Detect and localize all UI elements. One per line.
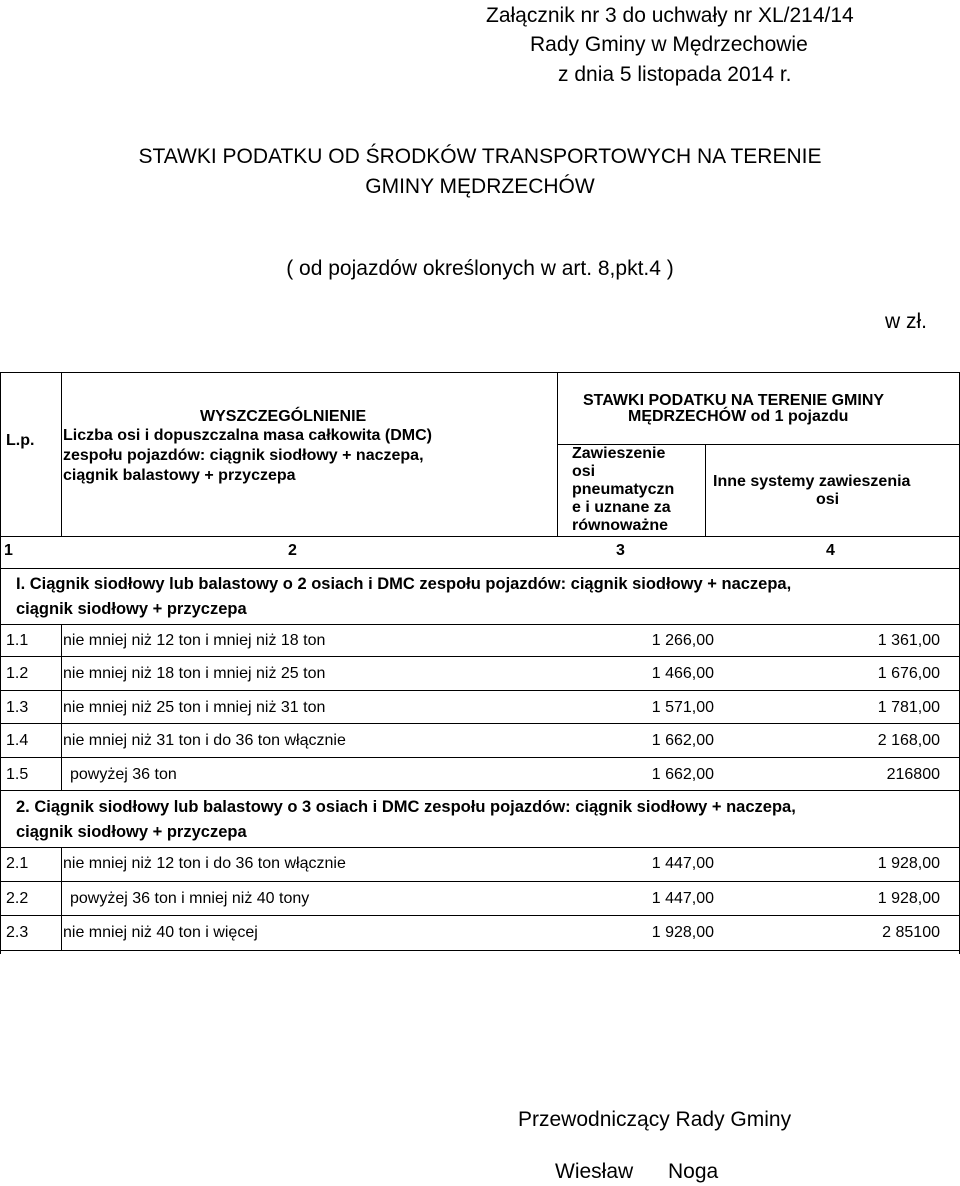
stawki-header-1: STAWKI PODATKU NA TERENIE GMINY xyxy=(583,392,885,409)
unit-label: w zł. xyxy=(885,310,927,333)
stawki-header-2: MĘDRZECHÓW od 1 pojazdu xyxy=(628,408,849,425)
col3-header-5: równoważne xyxy=(572,517,669,534)
desc-line-2: zespołu pojazdów: ciągnik siodłowy + naczepa, xyxy=(63,447,424,464)
colnum-3: 3 xyxy=(616,542,625,559)
col3-header-3: pneumatyczn xyxy=(572,481,675,498)
signature-last-name: Noga xyxy=(668,1160,719,1183)
title-line-2: GMINY MĘDRZECHÓW xyxy=(365,175,595,198)
subtitle: ( od pojazdów określonych w art. 8,pkt.4 ) xyxy=(286,257,674,280)
title-line-1: STAWKI PODATKU OD ŚRODKÓW TRANSPORTOWYCH NA TERENIE xyxy=(138,145,822,168)
header-line-2: Rady Gminy w Mędrzechowie xyxy=(530,33,808,56)
table-row xyxy=(0,724,960,757)
row-lp: 2.3 xyxy=(6,924,29,941)
row-lp: 2.2 xyxy=(6,889,29,907)
col3-header-1: Zawieszenie xyxy=(572,445,666,462)
rate-pneumatic: 1 447,00 xyxy=(651,889,714,907)
row-lp: 2.1 xyxy=(6,855,29,872)
colnum-1: 1 xyxy=(4,542,13,559)
row-description: nie mniej niż 12 ton i do 36 ton włącznie xyxy=(63,855,346,872)
row-description: nie mniej niż 40 ton i więcej xyxy=(63,924,258,941)
col3-header-2: osi xyxy=(572,463,596,480)
col4-header-2: osi xyxy=(816,491,840,508)
section-2-title-2: ciągnik siodłowy + przyczepa xyxy=(16,823,247,841)
section-1-title-1: I. Ciągnik siodłowy lub balastowy o 2 osiach i DMC zespołu pojazdów: ciągnik siodłowy + naczepa, xyxy=(16,575,792,593)
section-1-title-2: ciągnik siodłowy + przyczepa xyxy=(16,600,247,618)
rate-other: 1 928,00 xyxy=(877,889,940,907)
row-lp: 1.3 xyxy=(6,698,29,716)
rate-other: 2 85100 xyxy=(882,924,940,941)
rate-pneumatic: 1 447,00 xyxy=(651,855,714,872)
row-description: nie mniej niż 31 ton i do 36 ton włącznie xyxy=(63,732,346,750)
section-2-title-1: 2. Ciągnik siodłowy lub balastowy o 3 osiach i DMC zespołu pojazdów: ciągnik siodłowy + naczepa, xyxy=(16,798,796,816)
wyszczegolnienie-header: WYSZCZEGÓLNIENIE xyxy=(200,408,367,425)
table-row xyxy=(0,916,960,951)
header-line-3: z dnia 5 listopada 2014 r. xyxy=(558,63,792,86)
row-description: powyżej 36 ton xyxy=(70,765,177,783)
signature-role: Przewodniczący Rady Gminy xyxy=(518,1108,792,1131)
rate-other: 1 361,00 xyxy=(877,632,940,649)
table-row xyxy=(0,882,960,917)
row-lp: 1.1 xyxy=(6,632,29,649)
rate-pneumatic: 1 266,00 xyxy=(651,632,714,649)
rate-pneumatic: 1 571,00 xyxy=(651,698,714,716)
rate-other: 216800 xyxy=(886,765,940,783)
col4-header-1: Inne systemy zawieszenia xyxy=(713,473,911,490)
table-row xyxy=(0,691,960,724)
lp-header: L.p. xyxy=(6,432,35,449)
table-row xyxy=(0,758,960,791)
rate-pneumatic: 1 466,00 xyxy=(651,665,714,683)
rate-other: 1 781,00 xyxy=(877,698,940,716)
colnum-4: 4 xyxy=(826,542,835,559)
rate-other: 1 676,00 xyxy=(877,665,940,683)
col3-header-4: e i uznane za xyxy=(572,499,671,516)
row-description: nie mniej niż 12 ton i mniej niż 18 ton xyxy=(63,632,326,649)
colnum-2: 2 xyxy=(288,542,297,559)
row-description: nie mniej niż 25 ton i mniej niż 31 ton xyxy=(63,698,326,716)
signature-first-name: Wiesław xyxy=(555,1160,634,1183)
row-description: powyżej 36 ton i mniej niż 40 tony xyxy=(70,889,310,907)
rate-pneumatic: 1 928,00 xyxy=(651,924,714,941)
table-header xyxy=(0,372,960,536)
desc-line-1: Liczba osi i dopuszczalna masa całkowita (DMC) xyxy=(63,427,432,444)
rate-other: 2 168,00 xyxy=(877,732,940,750)
row-description: nie mniej niż 18 ton i mniej niż 25 ton xyxy=(63,665,326,683)
row-lp: 1.4 xyxy=(6,732,29,750)
rate-pneumatic: 1 662,00 xyxy=(651,765,714,783)
row-lp: 1.2 xyxy=(6,665,29,683)
desc-line-3: ciągnik balastowy + przyczepa xyxy=(63,467,296,484)
rate-other: 1 928,00 xyxy=(877,855,940,872)
header-line-1: Załącznik nr 3 do uchwały nr XL/214/14 xyxy=(486,4,854,27)
row-lp: 1.5 xyxy=(6,765,29,783)
table-row xyxy=(0,657,960,690)
table-row xyxy=(0,624,960,657)
rate-pneumatic: 1 662,00 xyxy=(651,732,714,750)
table-row xyxy=(0,847,960,882)
